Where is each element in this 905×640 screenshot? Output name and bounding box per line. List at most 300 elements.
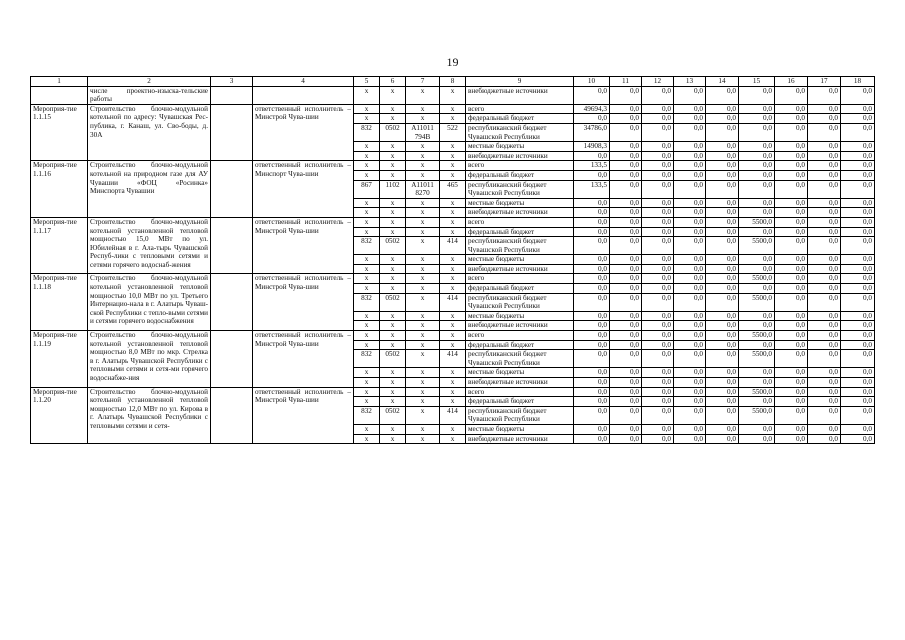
target-item-code-cell: х <box>406 208 440 218</box>
amount-cell: 0,0 <box>841 406 875 424</box>
funding-source-cell: федеральный бюджет <box>466 340 574 350</box>
amount-cell: 0,0 <box>642 237 674 255</box>
amount-cell: 0,0 <box>808 198 841 208</box>
amount-cell: 0,0 <box>674 397 706 407</box>
amount-cell: 0,0 <box>642 161 674 171</box>
section-code-cell: х <box>380 217 406 227</box>
responsible-cell: ответственный исполнитель – Минстрой Чува-шии <box>253 104 354 161</box>
amount-cell: 0,0 <box>706 151 739 161</box>
section-code-cell: х <box>380 142 406 152</box>
amount-cell: 0,0 <box>775 180 808 198</box>
amount-cell: 133,5 <box>574 180 610 198</box>
amount-cell: 0,0 <box>642 180 674 198</box>
amount-cell: 0,0 <box>642 350 674 368</box>
grbs-code-cell: 832 <box>354 123 380 141</box>
funding-source-cell: местные бюджеты <box>466 142 574 152</box>
amount-cell: 0,0 <box>610 255 642 265</box>
amount-cell: 0,0 <box>841 340 875 350</box>
section-code-cell: х <box>380 311 406 321</box>
funding-source-cell: федеральный бюджет <box>466 114 574 124</box>
amount-cell: 0,0 <box>775 284 808 294</box>
amount-cell: 0,0 <box>841 86 875 104</box>
funding-source-cell: всего <box>466 104 574 114</box>
grbs-code-cell: х <box>354 198 380 208</box>
amount-cell: 0,0 <box>739 142 775 152</box>
amount-cell: 0,0 <box>808 368 841 378</box>
amount-cell: 5500,0 <box>739 217 775 227</box>
amount-cell: 0,0 <box>574 255 610 265</box>
column-number-cell: 5 <box>354 77 380 87</box>
amount-cell: 0,0 <box>642 368 674 378</box>
amount-cell: 0,0 <box>674 142 706 152</box>
column-number-cell: 14 <box>706 77 739 87</box>
grbs-code-cell: х <box>354 170 380 180</box>
amount-cell: 0,0 <box>574 198 610 208</box>
amount-cell: 0,0 <box>642 406 674 424</box>
amount-cell: 0,0 <box>706 255 739 265</box>
funding-source-cell: внебюджетные источники <box>466 151 574 161</box>
funding-source-cell: федеральный бюджет <box>466 227 574 237</box>
amount-cell: 0,0 <box>775 321 808 331</box>
grbs-code-cell: 832 <box>354 350 380 368</box>
budget-table <box>30 76 875 444</box>
amount-cell: 0,0 <box>808 406 841 424</box>
amount-cell: 0,0 <box>775 170 808 180</box>
amount-cell: 0,0 <box>808 397 841 407</box>
amount-cell: 0,0 <box>775 237 808 255</box>
grbs-code-cell: х <box>354 217 380 227</box>
target-item-code-cell: х <box>406 434 440 444</box>
table-row <box>31 387 875 397</box>
measure-name-cell: Строительство блочно-модульной котельной установленной тепловой мощностью 15,0 МВт по ул. Юбилейная в г. Ала-тырь Чувашской Респуб-лики с тепловыми сетями и сетями горячего водоснаб-жения <box>88 217 211 274</box>
amount-cell: 0,0 <box>674 217 706 227</box>
grbs-code-cell: х <box>354 142 380 152</box>
amount-cell: 0,0 <box>642 378 674 388</box>
amount-cell: 0,0 <box>808 161 841 171</box>
amount-cell: 0,0 <box>642 170 674 180</box>
measure-name-cell: Строительство блочно-модульной котельной по адресу: Чувашская Рес-публика, г. Канаш, ул. Сво-боды, д. 30А <box>88 104 211 161</box>
expense-type-code-cell: х <box>440 198 466 208</box>
expense-type-code-cell: х <box>440 274 466 284</box>
grbs-code-cell: х <box>354 387 380 397</box>
table-row <box>31 161 875 171</box>
amount-cell: 0,0 <box>808 151 841 161</box>
amount-cell: 0,0 <box>775 397 808 407</box>
amount-cell: 5500,0 <box>739 293 775 311</box>
expense-type-code-cell: х <box>440 434 466 444</box>
amount-cell: 0,0 <box>610 321 642 331</box>
expense-type-code-cell: х <box>440 208 466 218</box>
target-item-code-cell: х <box>406 170 440 180</box>
amount-cell: 0,0 <box>610 151 642 161</box>
amount-cell: 0,0 <box>841 387 875 397</box>
amount-cell: 0,0 <box>739 311 775 321</box>
section-code-cell: х <box>380 227 406 237</box>
section-code-cell: х <box>380 378 406 388</box>
amount-cell: 0,0 <box>706 180 739 198</box>
amount-cell: 0,0 <box>642 227 674 237</box>
amount-cell: 0,0 <box>674 274 706 284</box>
amount-cell: 0,0 <box>808 208 841 218</box>
measure-id-cell: Мероприя-тие 1.1.20 <box>31 387 88 444</box>
amount-cell: 0,0 <box>841 237 875 255</box>
amount-cell: 0,0 <box>610 274 642 284</box>
section-code-cell: х <box>380 424 406 434</box>
section-code-cell: х <box>380 208 406 218</box>
amount-cell: 0,0 <box>642 424 674 434</box>
funding-source-cell: федеральный бюджет <box>466 284 574 294</box>
amount-cell: 0,0 <box>841 264 875 274</box>
grbs-code-cell: х <box>354 114 380 124</box>
amount-cell: 0,0 <box>775 123 808 141</box>
grbs-code-cell: х <box>354 255 380 265</box>
amount-cell: 0,0 <box>642 255 674 265</box>
amount-cell: 0,0 <box>841 378 875 388</box>
amount-cell: 0,0 <box>775 208 808 218</box>
funding-source-cell: местные бюджеты <box>466 255 574 265</box>
target-item-code-cell: х <box>406 350 440 368</box>
target-item-code-cell: х <box>406 274 440 284</box>
expense-type-code-cell: х <box>440 104 466 114</box>
amount-cell: 0,0 <box>739 104 775 114</box>
expense-type-code-cell: х <box>440 424 466 434</box>
amount-cell: 5500,0 <box>739 237 775 255</box>
measure-name-cell: Строительство блочно-модульной котельной установленной тепловой мощностью 10,0 МВт по ул. Третьего Интернацио-нала в г. Алатырь Чуваш-ской Республики с тепло-выми сетями и сетями горячего водоснабжения <box>88 274 211 331</box>
amount-cell: 0,0 <box>574 170 610 180</box>
expense-type-code-cell: х <box>440 368 466 378</box>
grbs-code-cell: 832 <box>354 293 380 311</box>
measure-name-cell: Строительство блочно-модульной котельной установленной тепловой мощностью 8,0 МВт по мкр. Стрелка в г. Алатырь Чувашской Республики с тепловыми сетями и сетя-ми горячего водоснабже-ния <box>88 331 211 388</box>
table-row <box>31 86 875 104</box>
responsible-cell: ответственный исполнитель – Минстрой Чува-шии <box>253 387 354 444</box>
amount-cell: 0,0 <box>574 424 610 434</box>
amount-cell: 0,0 <box>574 331 610 341</box>
funding-source-cell: федеральный бюджет <box>466 170 574 180</box>
amount-cell: 0,0 <box>775 311 808 321</box>
amount-cell: 0,0 <box>674 284 706 294</box>
amount-cell: 0,0 <box>739 170 775 180</box>
grbs-code-cell: х <box>354 264 380 274</box>
empty-cell <box>211 217 253 274</box>
amount-cell: 0,0 <box>775 198 808 208</box>
expense-type-code-cell: х <box>440 331 466 341</box>
section-code-cell: х <box>380 151 406 161</box>
amount-cell: 0,0 <box>841 293 875 311</box>
section-code-cell: х <box>380 368 406 378</box>
amount-cell: 0,0 <box>841 217 875 227</box>
amount-cell: 0,0 <box>642 284 674 294</box>
amount-cell: 0,0 <box>574 340 610 350</box>
amount-cell: 0,0 <box>808 255 841 265</box>
funding-source-cell: внебюджетные источники <box>466 321 574 331</box>
table-row <box>31 331 875 341</box>
amount-cell: 0,0 <box>574 217 610 227</box>
expense-type-code-cell: х <box>440 114 466 124</box>
amount-cell: 0,0 <box>775 151 808 161</box>
grbs-code-cell: х <box>354 104 380 114</box>
amount-cell: 0,0 <box>808 86 841 104</box>
target-item-code-cell: х <box>406 264 440 274</box>
amount-cell: 0,0 <box>610 350 642 368</box>
funding-source-cell: местные бюджеты <box>466 198 574 208</box>
section-code-cell: х <box>380 434 406 444</box>
amount-cell: 0,0 <box>706 237 739 255</box>
amount-cell: 0,0 <box>739 198 775 208</box>
amount-cell: 0,0 <box>610 378 642 388</box>
amount-cell: 0,0 <box>775 434 808 444</box>
measure-id-cell: Мероприя-тие 1.1.18 <box>31 274 88 331</box>
column-number-cell: 18 <box>841 77 875 87</box>
section-code-cell: х <box>380 104 406 114</box>
amount-cell: 0,0 <box>739 255 775 265</box>
amount-cell: 34786,0 <box>574 123 610 141</box>
section-code-cell: 0502 <box>380 293 406 311</box>
target-item-code-cell: х <box>406 142 440 152</box>
amount-cell: 0,0 <box>610 293 642 311</box>
measure-name-cell: числе проектно-изыска-тельские работы <box>88 86 211 104</box>
amount-cell: 0,0 <box>642 104 674 114</box>
amount-cell: 0,0 <box>674 368 706 378</box>
column-number-cell: 2 <box>88 77 211 87</box>
amount-cell: 0,0 <box>808 142 841 152</box>
amount-cell: 0,0 <box>610 208 642 218</box>
amount-cell: 0,0 <box>610 397 642 407</box>
amount-cell: 0,0 <box>574 86 610 104</box>
amount-cell: 0,0 <box>706 274 739 284</box>
section-code-cell: х <box>380 264 406 274</box>
amount-cell: 0,0 <box>674 180 706 198</box>
funding-source-cell: республиканский бюджет Чувашской Республики <box>466 123 574 141</box>
amount-cell: 0,0 <box>674 86 706 104</box>
amount-cell: 0,0 <box>841 368 875 378</box>
amount-cell: 0,0 <box>706 104 739 114</box>
amount-cell: 0,0 <box>706 123 739 141</box>
amount-cell: 0,0 <box>775 274 808 284</box>
expense-type-code-cell: х <box>440 142 466 152</box>
amount-cell: 0,0 <box>808 293 841 311</box>
amount-cell: 0,0 <box>674 227 706 237</box>
column-number-cell: 7 <box>406 77 440 87</box>
expense-type-code-cell: х <box>440 161 466 171</box>
amount-cell: 0,0 <box>610 340 642 350</box>
amount-cell: 0,0 <box>642 311 674 321</box>
section-code-cell: х <box>380 170 406 180</box>
empty-cell <box>211 86 253 104</box>
amount-cell: 0,0 <box>674 161 706 171</box>
amount-cell: 0,0 <box>610 217 642 227</box>
expense-type-code-cell: х <box>440 378 466 388</box>
amount-cell: 0,0 <box>574 397 610 407</box>
amount-cell: 0,0 <box>739 123 775 141</box>
amount-cell: 0,0 <box>706 264 739 274</box>
amount-cell: 0,0 <box>642 217 674 227</box>
amount-cell: 0,0 <box>775 264 808 274</box>
expense-type-code-cell: 414 <box>440 237 466 255</box>
amount-cell: 0,0 <box>642 340 674 350</box>
grbs-code-cell: х <box>354 331 380 341</box>
amount-cell: 0,0 <box>574 406 610 424</box>
section-code-cell: 1102 <box>380 180 406 198</box>
amount-cell: 0,0 <box>674 350 706 368</box>
amount-cell: 0,0 <box>706 293 739 311</box>
amount-cell: 0,0 <box>574 114 610 124</box>
target-item-code-cell: х <box>406 397 440 407</box>
section-code-cell: 0502 <box>380 350 406 368</box>
amount-cell: 0,0 <box>739 180 775 198</box>
section-code-cell: х <box>380 255 406 265</box>
target-item-code-cell: А11011 8270 <box>406 180 440 198</box>
amount-cell: 0,0 <box>808 123 841 141</box>
amount-cell: 0,0 <box>739 227 775 237</box>
column-number-cell: 9 <box>466 77 574 87</box>
section-code-cell: х <box>380 331 406 341</box>
amount-cell: 0,0 <box>775 114 808 124</box>
amount-cell: 0,0 <box>775 104 808 114</box>
expense-type-code-cell: х <box>440 340 466 350</box>
amount-cell: 0,0 <box>574 208 610 218</box>
expense-type-code-cell: х <box>440 151 466 161</box>
amount-cell: 0,0 <box>674 340 706 350</box>
empty-cell <box>211 331 253 388</box>
amount-cell: 0,0 <box>674 237 706 255</box>
amount-cell: 0,0 <box>706 397 739 407</box>
amount-cell: 0,0 <box>739 114 775 124</box>
amount-cell: 0,0 <box>808 424 841 434</box>
funding-source-cell: местные бюджеты <box>466 368 574 378</box>
grbs-code-cell: х <box>354 274 380 284</box>
amount-cell: 0,0 <box>642 123 674 141</box>
target-item-code-cell: А11011 794В <box>406 123 440 141</box>
amount-cell: 0,0 <box>674 434 706 444</box>
grbs-code-cell: 832 <box>354 237 380 255</box>
target-item-code-cell: х <box>406 340 440 350</box>
amount-cell: 0,0 <box>706 227 739 237</box>
funding-source-cell: федеральный бюджет <box>466 397 574 407</box>
amount-cell: 0,0 <box>610 170 642 180</box>
amount-cell: 0,0 <box>674 331 706 341</box>
expense-type-code-cell: 465 <box>440 180 466 198</box>
target-item-code-cell: х <box>406 217 440 227</box>
amount-cell: 0,0 <box>674 255 706 265</box>
empty-cell <box>211 104 253 161</box>
amount-cell: 0,0 <box>808 387 841 397</box>
amount-cell: 0,0 <box>574 368 610 378</box>
page-number: 19 <box>446 55 459 69</box>
amount-cell: 0,0 <box>808 340 841 350</box>
amount-cell: 0,0 <box>841 397 875 407</box>
target-item-code-cell: х <box>406 86 440 104</box>
expense-type-code-cell: 522 <box>440 123 466 141</box>
target-item-code-cell: х <box>406 114 440 124</box>
table-row <box>31 217 875 227</box>
amount-cell: 0,0 <box>610 104 642 114</box>
amount-cell: 0,0 <box>674 378 706 388</box>
empty-cell <box>211 161 253 218</box>
amount-cell: 0,0 <box>642 434 674 444</box>
amount-cell: 0,0 <box>739 378 775 388</box>
funding-source-cell: всего <box>466 217 574 227</box>
amount-cell: 0,0 <box>775 406 808 424</box>
amount-cell: 0,0 <box>841 180 875 198</box>
amount-cell: 0,0 <box>674 264 706 274</box>
amount-cell: 0,0 <box>706 114 739 124</box>
expense-type-code-cell: 414 <box>440 350 466 368</box>
amount-cell: 0,0 <box>841 198 875 208</box>
amount-cell: 0,0 <box>706 311 739 321</box>
amount-cell: 0,0 <box>808 217 841 227</box>
section-code-cell: 0502 <box>380 237 406 255</box>
section-code-cell: х <box>380 340 406 350</box>
expense-type-code-cell: х <box>440 397 466 407</box>
amount-cell: 0,0 <box>706 350 739 368</box>
amount-cell: 0,0 <box>574 151 610 161</box>
amount-cell: 0,0 <box>674 114 706 124</box>
section-code-cell: х <box>380 321 406 331</box>
funding-source-cell: республиканский бюджет Чувашской Республики <box>466 237 574 255</box>
amount-cell: 0,0 <box>706 208 739 218</box>
measure-name-cell: Строительство блочно-модульной котельной на природном газе для АУ Чувашии «ФОЦ «Росинка» Минспорта Чувашии <box>88 161 211 218</box>
column-number-cell: 3 <box>211 77 253 87</box>
amount-cell: 5500,0 <box>739 331 775 341</box>
section-code-cell: х <box>380 274 406 284</box>
target-item-code-cell: х <box>406 331 440 341</box>
target-item-code-cell: х <box>406 198 440 208</box>
amount-cell: 0,0 <box>674 293 706 311</box>
section-code-cell: 0502 <box>380 123 406 141</box>
amount-cell: 0,0 <box>775 161 808 171</box>
grbs-code-cell: х <box>354 397 380 407</box>
amount-cell: 0,0 <box>841 321 875 331</box>
amount-cell: 0,0 <box>775 378 808 388</box>
amount-cell: 0,0 <box>574 293 610 311</box>
amount-cell: 0,0 <box>775 350 808 368</box>
amount-cell: 0,0 <box>739 284 775 294</box>
expense-type-code-cell: х <box>440 86 466 104</box>
amount-cell: 0,0 <box>775 142 808 152</box>
grbs-code-cell: х <box>354 340 380 350</box>
amount-cell: 0,0 <box>841 170 875 180</box>
amount-cell: 0,0 <box>706 434 739 444</box>
grbs-code-cell: х <box>354 321 380 331</box>
measure-id-cell: Мероприя-тие 1.1.19 <box>31 331 88 388</box>
amount-cell: 0,0 <box>808 170 841 180</box>
target-item-code-cell: х <box>406 237 440 255</box>
amount-cell: 0,0 <box>706 387 739 397</box>
amount-cell: 0,0 <box>841 104 875 114</box>
column-number-cell: 13 <box>674 77 706 87</box>
column-number-row <box>31 77 875 87</box>
amount-cell: 0,0 <box>775 86 808 104</box>
amount-cell: 0,0 <box>841 255 875 265</box>
grbs-code-cell: 832 <box>354 406 380 424</box>
amount-cell: 0,0 <box>674 198 706 208</box>
column-number-cell: 16 <box>775 77 808 87</box>
funding-source-cell: всего <box>466 274 574 284</box>
measure-id-cell: Мероприя-тие 1.1.17 <box>31 217 88 274</box>
grbs-code-cell: х <box>354 378 380 388</box>
target-item-code-cell: х <box>406 255 440 265</box>
responsible-cell: ответственный исполнитель – Минспорт Чува-шии <box>253 161 354 218</box>
column-number-cell: 10 <box>574 77 610 87</box>
expense-type-code-cell: 414 <box>440 406 466 424</box>
amount-cell: 0,0 <box>706 86 739 104</box>
amount-cell: 0,0 <box>841 227 875 237</box>
amount-cell: 0,0 <box>841 142 875 152</box>
amount-cell: 0,0 <box>739 434 775 444</box>
column-number-cell: 8 <box>440 77 466 87</box>
amount-cell: 0,0 <box>610 142 642 152</box>
section-code-cell: х <box>380 114 406 124</box>
